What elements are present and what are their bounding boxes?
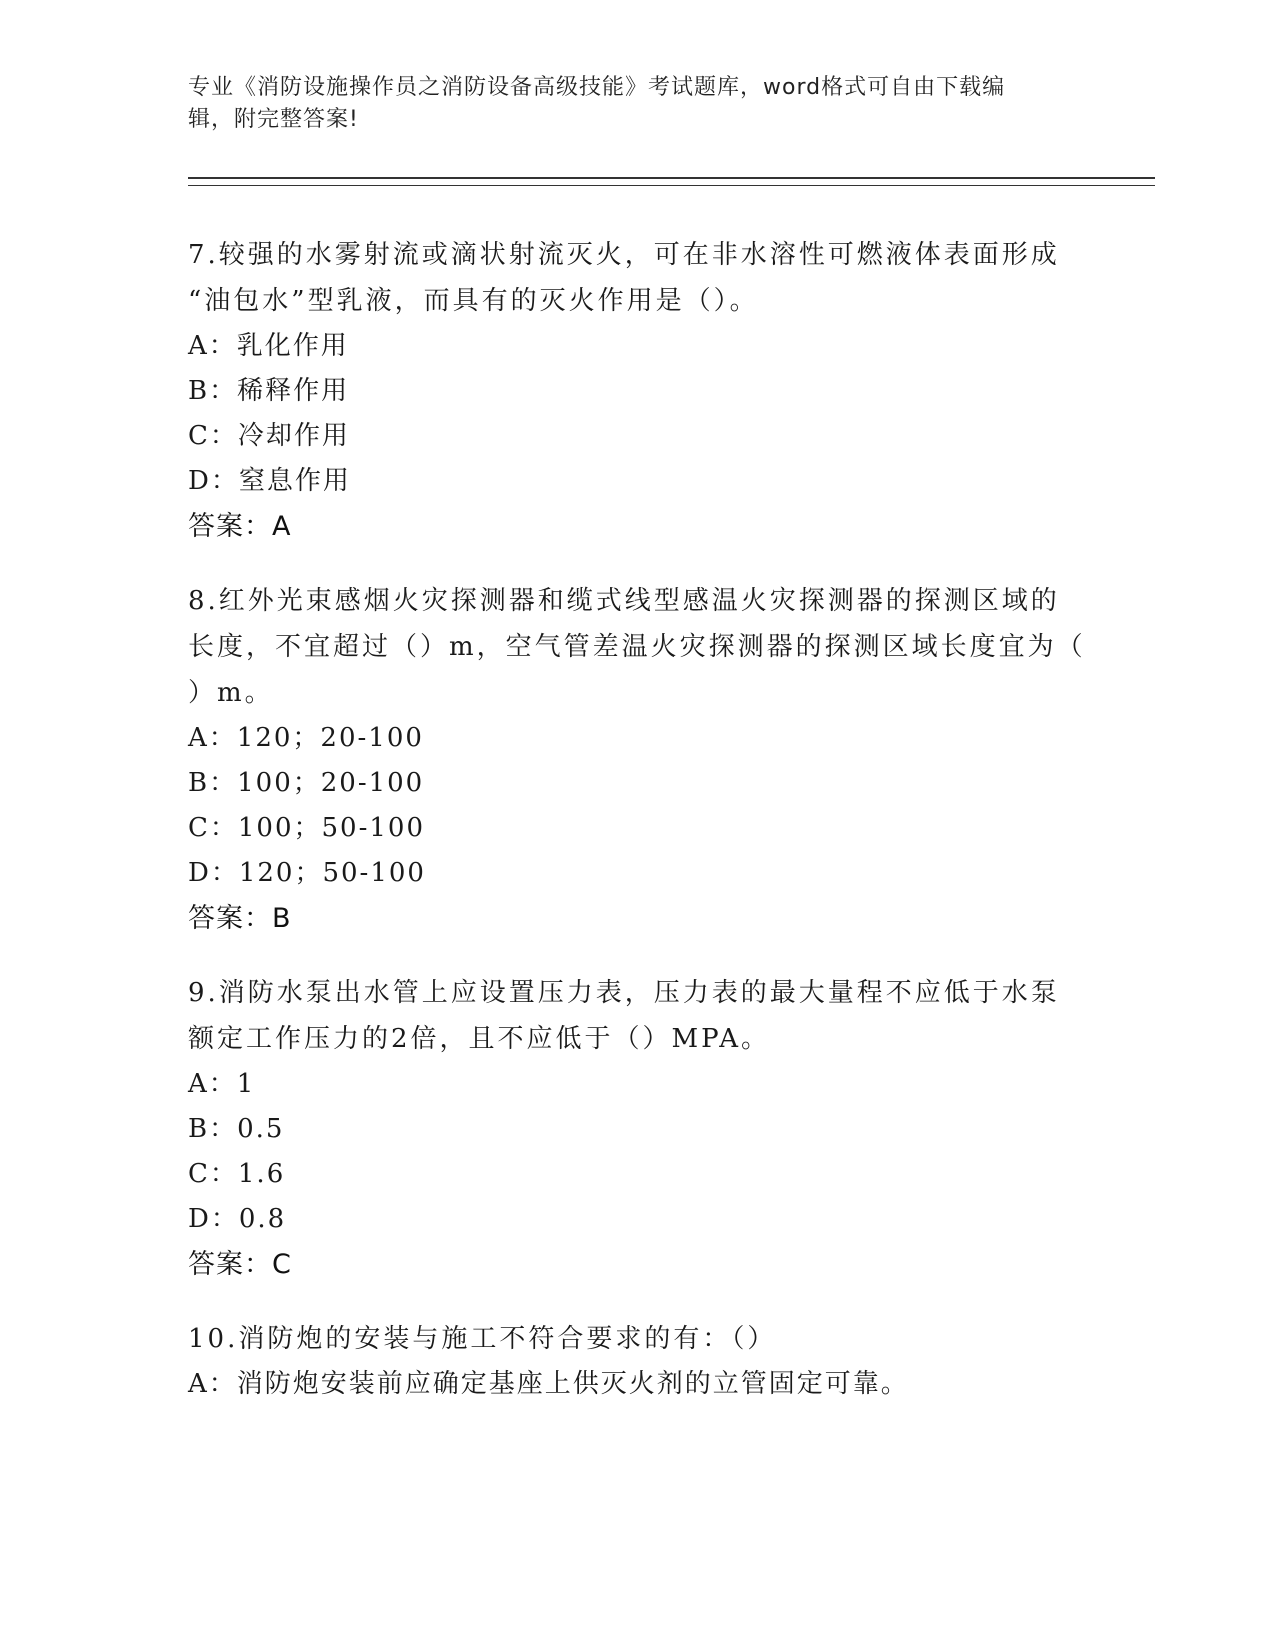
stem-line: 10.消防炮的安装与施工不符合要求的有：（）: [188, 1324, 777, 1354]
header-divider: [188, 177, 1155, 186]
stem-line: “油包水”型乳液，而具有的灭火作用是（）。: [188, 286, 759, 316]
option-d: D：0.8: [188, 1204, 287, 1234]
question-stem: [188, 970, 1088, 1062]
question-8: [188, 578, 1088, 942]
header-note-line-1: 专业《消防设施操作员之消防设备高级技能》考试题库，word格式可自由下载编: [188, 75, 1006, 100]
option-c: C：冷却作用: [188, 421, 350, 451]
stem-line: 长度，不宜超过（）m，空气管差温火灾探测器的探测区域长度宜为（: [188, 632, 1086, 662]
stem-line: 8.红外光束感烟火灾探测器和缆式线型感温火灾探测器的探测区域的: [188, 586, 1060, 616]
option-a: A：1: [188, 1069, 256, 1099]
option-d: D：120；50-100: [188, 858, 426, 888]
answer-label: 答案：B: [188, 903, 292, 934]
option-a: A：消防炮安装前应确定基座上供灭火剂的立管固定可靠。: [188, 1369, 909, 1399]
option-b: B：100；20-100: [188, 768, 425, 798]
stem-line: 额定工作压力的2倍，且不应低于（）MPA。: [188, 1024, 771, 1054]
question-stem: [188, 578, 1088, 716]
question-list: [188, 232, 1088, 1435]
option-d: D：窒息作用: [188, 466, 351, 496]
header-note-line-2: 辑，附完整答案!: [188, 107, 359, 132]
question-stem: [188, 232, 1088, 324]
question-9: [188, 970, 1088, 1288]
option-a: A：120；20-100: [188, 723, 424, 753]
question-10: [188, 1316, 1088, 1407]
header-note: [188, 72, 1068, 136]
option-b: B：0.5: [188, 1114, 285, 1144]
option-c: C：1.6: [188, 1159, 286, 1189]
option-a: A：乳化作用: [188, 331, 349, 361]
option-b: B：稀释作用: [188, 376, 350, 406]
answer-label: 答案：C: [188, 1249, 292, 1280]
question-stem: [188, 1316, 1088, 1362]
stem-line: 7.较强的水雾射流或滴状射流灭火，可在非水溶性可燃液体表面形成: [188, 240, 1060, 270]
question-7: [188, 232, 1088, 550]
answer-label: 答案：A: [188, 511, 292, 542]
stem-line: 9.消防水泵出水管上应设置压力表，压力表的最大量程不应低于水泵: [188, 978, 1060, 1008]
option-c: C：100；50-100: [188, 813, 426, 843]
stem-line: ）m。: [188, 678, 274, 708]
